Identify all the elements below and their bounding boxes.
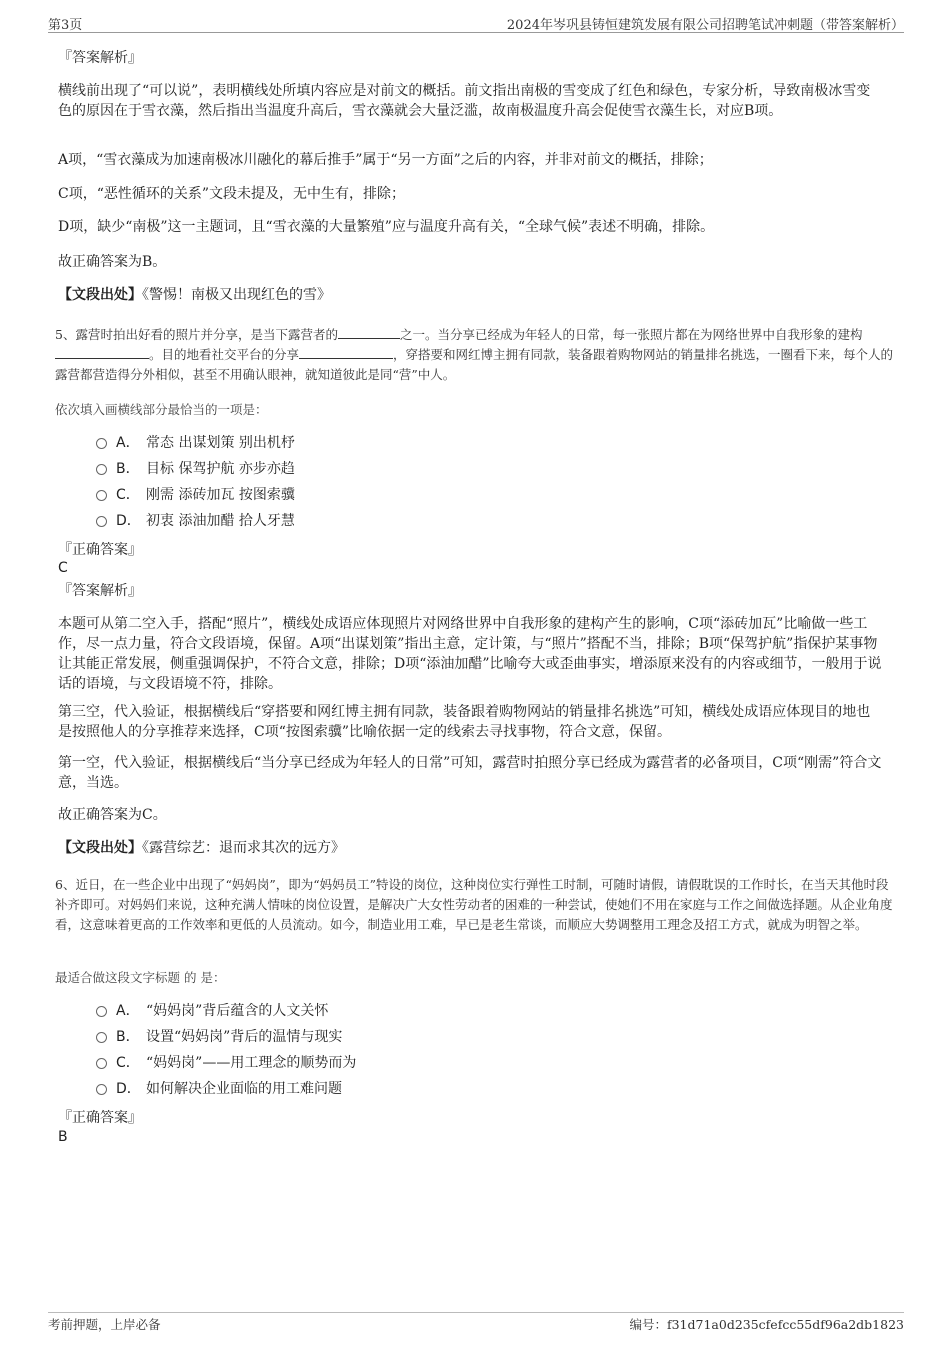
footer-slogan: 考前押题，上岸必备	[48, 1317, 161, 1332]
source-label: 【文段出处】	[58, 840, 142, 856]
radio-icon[interactable]	[96, 516, 107, 527]
option-d[interactable]	[96, 1076, 356, 1102]
stem-part: ，穿搭要和网红博主拥有同款，装备跟着购物网站的销量排名挑选，一圈看下来，每个人的露营都营造得分外相似，甚至不用确认眼神，就知道彼此是同“营”中人。	[55, 347, 894, 382]
option-letter: D．	[116, 1081, 141, 1097]
option-b[interactable]	[96, 456, 295, 482]
stem-part: 。目的地看社交平台的分享	[149, 347, 300, 362]
option-list	[96, 430, 295, 534]
analysis-paragraph: 第三空，代入验证，根据横线后“穿搭要和网红博主拥有同款，装备跟着购物网站的销量排名挑选”可知，横线处成语应体现目的地也是按照他人的分享推荐来选择，C项“按图索骥”比喻依据一定的线索去寻找事物，符合文意，保留。	[58, 704, 871, 740]
analysis-paragraph: D项，缺少“南极”这一主题词，且“雪衣藻的大量繁殖”应与温度升高有关，“全球气候”表述不明确，排除。	[58, 219, 715, 235]
option-text: 设置“妈妈岗”背后的温情与现实	[146, 1029, 343, 1045]
question-stem	[55, 325, 900, 385]
radio-icon[interactable]	[96, 1032, 107, 1043]
option-letter: A．	[116, 1003, 140, 1019]
analysis-label: 『答案解析』	[58, 50, 142, 66]
option-d[interactable]	[96, 508, 295, 534]
option-text: “妈妈岗”背后蕴含的人文关怀	[146, 1003, 329, 1019]
conclusion: 故正确答案为C。	[58, 807, 167, 823]
page-footer	[48, 1312, 904, 1337]
correct-answer: B	[58, 1129, 68, 1145]
question-stem: 6、近日，在一些企业中出现了“妈妈岗”，即为“妈妈员工”特设的岗位，这种岗位实行弹性工时制，可随时请假，请假耽误的工作时长，在当天其他时段补齐即可。对妈妈们来说，这种充满人情味的岗位设置，是解决广大女性劳动者的困难的一种尝试，使她们不用在家庭与工作之间做选择题。从企业角度看，这意味着更高的工作效率和更低的人员流动。如今，制造业用工难，早已是老生常谈，而顺应大势调整用工理念及招工方式，就成为明智之举。	[55, 877, 893, 932]
source-text: 《露营综艺：退而求其次的远方》	[142, 840, 345, 856]
document-title: 2024年岑巩县铸恒建筑发展有限公司招聘笔试冲刺题（带答案解析）	[506, 18, 904, 33]
stem-part: 建构	[837, 327, 863, 342]
source-line	[58, 285, 884, 305]
question-prompt: 最适合做这段文字标题 的 是：	[55, 970, 226, 985]
fill-blank	[338, 326, 400, 339]
page-header	[48, 12, 904, 33]
document-id: 编号：f31d71a0d235cfefcc55df96a2db1823	[629, 1317, 904, 1332]
option-a[interactable]	[96, 998, 356, 1024]
question-prompt: 依次填入画横线部分最恰当的一项是：	[55, 402, 268, 417]
analysis-paragraph: C项，“恶性循环的关系”文段未提及，无中生有，排除；	[58, 186, 406, 202]
analysis-paragraph: 横线前出现了“可以说”，表明横线处所填内容应是对前文的概括。前文指出南极的雪变成了红色和绿色，专家分析，导致南极冰雪变色的原因在于雪衣藻，然后指出当温度升高后，雪衣藻就会大量泛滥，故南极温度升高会促使雪衣藻生长，对应B项。	[58, 83, 871, 119]
option-text: “妈妈岗”——用工理念的顺势而为	[146, 1055, 357, 1071]
option-list	[96, 998, 356, 1102]
fill-blank	[299, 346, 393, 359]
correct-answer: C	[58, 560, 68, 576]
page-number: 第3页	[48, 18, 83, 33]
stem-part: 之一。当分享已经成为年轻人的日常，每一张照片都在为网络世界中自我形象的	[399, 327, 838, 342]
option-letter: B．	[116, 1029, 140, 1045]
fill-blank	[55, 346, 149, 359]
option-text: 刚需 添砖加瓦 按图索骥	[146, 487, 295, 503]
option-text: 初衷 添油加醋 拾人牙慧	[146, 513, 295, 529]
option-a[interactable]	[96, 430, 295, 456]
option-letter: A．	[116, 435, 140, 451]
radio-icon[interactable]	[96, 1058, 107, 1069]
radio-icon[interactable]	[96, 464, 107, 475]
option-text: 常态 出谋划策 别出机杼	[146, 435, 295, 451]
analysis-paragraph: A项，“雪衣藻成为加速南极冰川融化的幕后推手”属于“另一方面”之后的内容，并非对前文的概括，排除；	[58, 152, 713, 168]
option-letter: C．	[116, 487, 140, 503]
radio-icon[interactable]	[96, 490, 107, 501]
option-c[interactable]	[96, 482, 295, 508]
option-b[interactable]	[96, 1024, 356, 1050]
analysis-paragraph: 第一空，代入验证，根据横线后“当分享已经成为年轻人的日常”可知，露营时拍照分享已经成为露营者的必备项目，C项“刚需”符合文意，当选。	[58, 755, 882, 791]
option-text: 目标 保驾护航 亦步亦趋	[146, 461, 295, 477]
conclusion: 故正确答案为B。	[58, 254, 167, 270]
analysis-paragraph: 本题可从第二空入手，搭配“照片”，横线处成语应体现照片对网络世界中自我形象的建构产生的影响，C项“添砖加瓦”比喻做一些工作，尽一点力量，符合文段语境，保留。A项“出谋划策”指出主意，定计策，与“照片”搭配不当，排除；B项“保驾护航”指保护某事物让其能正常发展，侧重强调保护，不符合文意，排除；D项“添油加醋”比喻夸大或歪曲事实，增添原来没有的内容或细节，一般用于说话的语境，与文段语境不符，排除。	[58, 616, 882, 692]
correct-answer-label: 『正确答案』	[58, 542, 142, 558]
radio-icon[interactable]	[96, 1006, 107, 1017]
option-letter: B．	[116, 461, 140, 477]
analysis-label: 『答案解析』	[58, 583, 142, 599]
correct-answer-label: 『正确答案』	[58, 1110, 142, 1126]
option-letter: C．	[116, 1055, 140, 1071]
source-label: 【文段出处】	[58, 287, 142, 303]
stem-part: 5、露营时拍出好看的照片并分享，是当下露营者的	[55, 327, 338, 342]
radio-icon[interactable]	[96, 1084, 107, 1095]
option-c[interactable]	[96, 1050, 356, 1076]
option-text: 如何解决企业面临的用工难问题	[146, 1081, 342, 1097]
option-letter: D．	[116, 513, 141, 529]
source-text: 《警惕！南极又出现红色的雪》	[142, 287, 331, 303]
source-line	[58, 838, 884, 858]
radio-icon[interactable]	[96, 438, 107, 449]
